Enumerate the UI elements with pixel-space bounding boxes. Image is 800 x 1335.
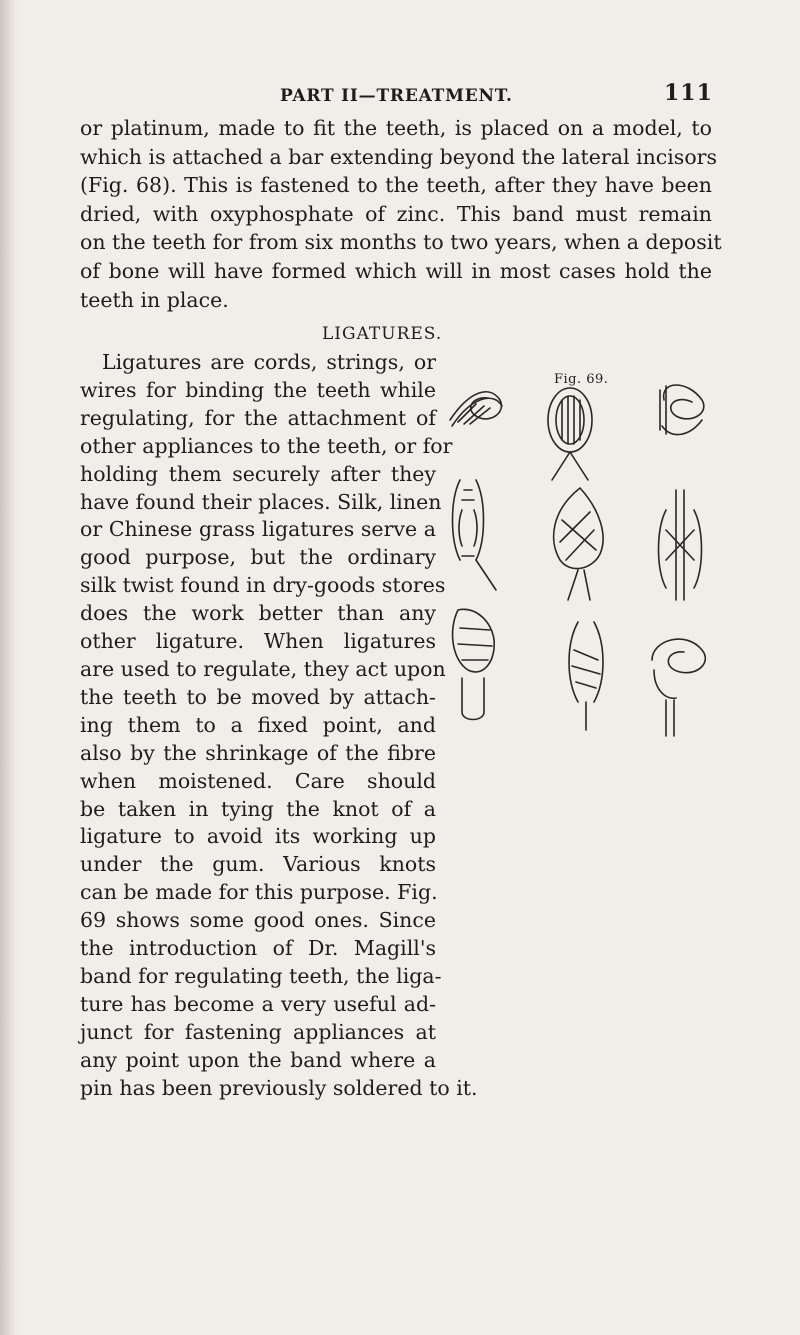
text-line: or Chinese grass ligatures serve a	[80, 517, 436, 542]
text-line: teeth in place.	[80, 287, 229, 312]
text-line: be taken in tying the knot of a	[80, 796, 436, 821]
text-line: ing them to a fixed point, and	[80, 712, 436, 737]
text-line: dried, with oxyphosphate of zinc. This band must remain	[80, 201, 712, 226]
text-line: when moistened. Care should	[80, 768, 436, 793]
knot-2-illustration	[548, 388, 592, 480]
knot-8-illustration	[569, 622, 603, 730]
knot-1-illustration	[450, 392, 502, 426]
text-line: (Fig. 68). This is fastened to the teeth, after they have been	[80, 173, 712, 198]
page-header	[0, 80, 800, 110]
text-line: of bone will have formed which will in most cases hold the	[80, 258, 712, 283]
knot-6-illustration	[659, 490, 702, 600]
text-line: also by the shrinkage of the fibre	[80, 740, 436, 765]
text-line: can be made for this purpose. Fig.	[80, 880, 438, 905]
section-heading: LIGATURES.	[322, 324, 443, 344]
knot-9-illustration	[652, 639, 705, 736]
knot-5-illustration	[554, 488, 603, 600]
text-line: other ligature. When ligatures	[80, 629, 436, 654]
text-line: pin has been previously soldered to it.	[80, 1075, 478, 1100]
text-line: the teeth to be moved by attach-	[80, 684, 436, 709]
knot-4-illustration	[453, 480, 497, 590]
text-line: the introduction of Dr. Magill's	[80, 936, 436, 961]
text-line: under the gum. Various knots	[80, 852, 436, 877]
text-line: ture has become a very useful ad-	[80, 991, 436, 1016]
text-line: good purpose, but the ordinary	[80, 545, 436, 570]
text-line: are used to regulate, they act upon	[80, 656, 446, 681]
figure-caption: Fig. 69.	[554, 372, 609, 387]
text-line: on the teeth for from six months to two years, when a deposit	[80, 230, 722, 255]
text-line: does the work better than any	[80, 601, 436, 626]
paragraph-continued	[80, 114, 722, 314]
page-edge	[0, 0, 18, 1335]
knot-3-illustration	[660, 385, 704, 435]
text-line: Ligatures are cords, strings, or	[102, 350, 436, 374]
text-line: 69 shows some good ones. Since	[80, 908, 436, 933]
text-line: have found their places. Silk, linen	[80, 489, 442, 514]
page-number: 111	[664, 80, 713, 106]
text-line: regulating, for the attachment of	[80, 405, 436, 430]
text-line: junct for fastening appliances at	[80, 1019, 436, 1044]
text-line: or platinum, made to fit the teeth, is placed on a model, to	[80, 116, 712, 140]
text-line: silk twist found in dry-goods stores	[80, 573, 446, 598]
paragraph-ligatures	[80, 349, 478, 1102]
text-line: holding them securely after they	[80, 461, 436, 486]
text-line: which is attached a bar extending beyond the lateral incisors	[80, 144, 717, 169]
text-line: band for regulating teeth, the liga-	[80, 963, 442, 988]
text-line: any point upon the band where a	[80, 1047, 436, 1072]
running-head: PART II—TREATMENT.	[280, 86, 513, 106]
text-line: other appliances to the teeth, or for	[80, 433, 453, 458]
knot-figure	[440, 360, 710, 760]
text-line: ligature to avoid its working up	[80, 824, 436, 849]
text-line: wires for binding the teeth while	[80, 377, 436, 402]
knot-7-illustration	[453, 609, 495, 719]
